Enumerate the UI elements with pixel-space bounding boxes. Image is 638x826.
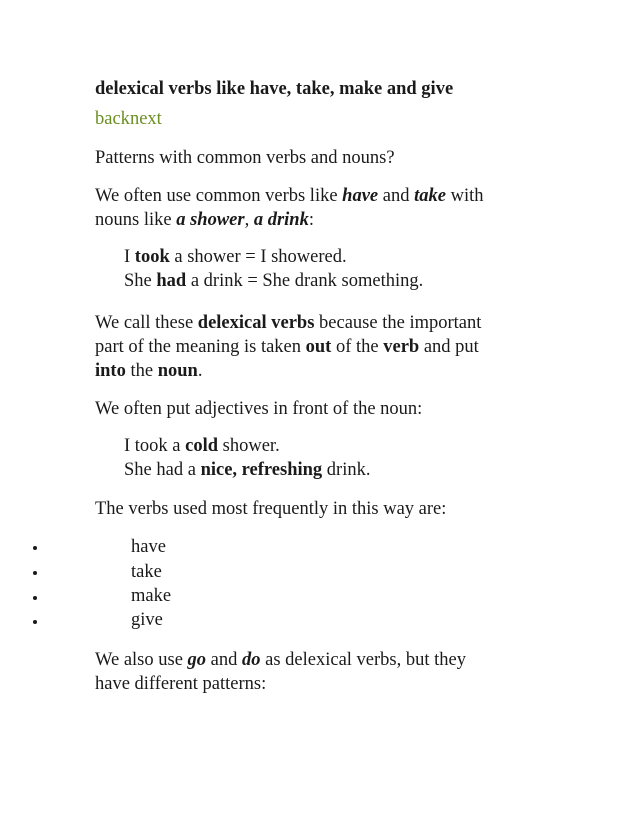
next-link[interactable]: next: [129, 109, 162, 129]
emphasis-go: go: [187, 650, 207, 670]
emphasis-a-shower: a shower: [176, 210, 245, 230]
paragraph-delexical-line1: We call these delexical verbs because the important: [95, 313, 482, 333]
back-link[interactable]: back: [95, 109, 130, 129]
list-item: give: [131, 610, 163, 630]
paragraph-delexical-line3: into the noun.: [95, 361, 203, 381]
emphasis-do: do: [242, 650, 261, 670]
example-took-shower: I took a shower = I showered.: [124, 247, 347, 267]
example-cold-shower: I took a cold shower.: [124, 436, 280, 456]
bullet-icon: [33, 596, 37, 600]
paragraph-common-verbs-line1: We often use common verbs like have and take with: [95, 186, 484, 206]
page-title: delexical verbs like have, take, make and give: [95, 79, 454, 99]
paragraph-go-do-line2: have different patterns:: [95, 674, 267, 694]
example-had-drink: She had a drink = She drank something.: [124, 271, 424, 291]
paragraph-delexical-line2: part of the meaning is taken out of the verb and put: [95, 337, 479, 357]
list-item: have: [131, 537, 166, 557]
paragraph-frequent-verbs: The verbs used most frequently in this way are:: [95, 499, 447, 519]
bullet-icon: [33, 546, 37, 550]
nav-links: [95, 107, 162, 131]
paragraph-go-do-line1: We also use go and do as delexical verbs, but they: [95, 650, 466, 670]
bullet-icon: [33, 571, 37, 575]
emphasis-have: have: [342, 186, 379, 206]
list-item: take: [131, 562, 162, 582]
paragraph-patterns: Patterns with common verbs and nouns?: [95, 148, 395, 168]
paragraph-common-verbs-line2: nouns like a shower, a drink:: [95, 210, 314, 230]
emphasis-a-drink: a drink: [253, 210, 309, 230]
paragraph-adjectives: We often put adjectives in front of the noun:: [95, 399, 423, 419]
list-item: make: [131, 586, 172, 606]
example-nice-drink: She had a nice, refreshing drink.: [124, 460, 371, 480]
emphasis-take: take: [414, 186, 446, 206]
bullet-icon: [33, 620, 37, 624]
